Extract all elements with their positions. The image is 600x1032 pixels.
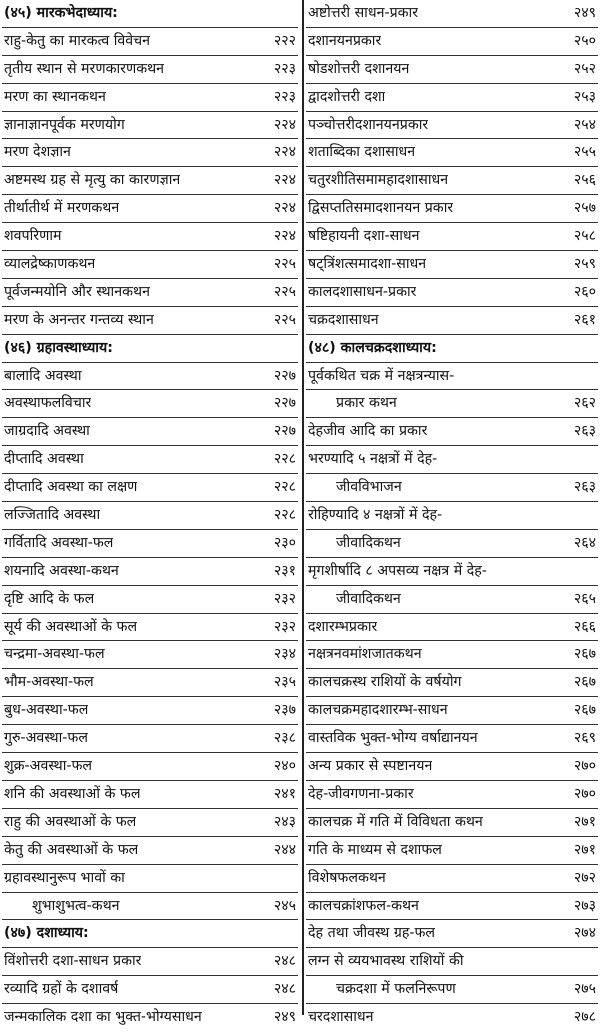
toc-entry: [2, 865, 298, 893]
column-divider: [302, 0, 304, 1015]
page-number: २७८: [573, 1009, 596, 1026]
page-number: २७५: [573, 981, 596, 998]
entry-title: जीवादिकथन: [336, 590, 401, 607]
toc-entry: [2, 558, 298, 586]
page-number: २४५: [273, 897, 296, 914]
entry-title: विशेषफलकथन: [308, 869, 386, 886]
entry-title: षट्त्रिंशत्समादशा-साधन: [308, 256, 427, 273]
entry-title: देह-जीवगणना-प्रकार: [308, 785, 414, 802]
chapter-heading: [2, 0, 298, 28]
page-number: २७०: [573, 785, 596, 802]
toc-entry: [306, 725, 598, 753]
toc-entry: [2, 279, 298, 307]
toc-entry: [2, 474, 298, 502]
toc-entry: [306, 390, 598, 418]
entry-title: कालचक्र में गति में विविधता कथन: [308, 813, 483, 830]
toc-entry: [306, 279, 598, 307]
entry-title: शवपरिणाम: [4, 228, 62, 245]
toc-entry: [306, 669, 598, 697]
toc-entry: [306, 139, 598, 167]
entry-title: ग्रहावस्थानुरूप भावों का: [4, 869, 125, 886]
toc-entry: [2, 84, 298, 112]
page-number: २२५: [273, 311, 296, 328]
toc-entry: [306, 586, 598, 614]
entry-title: तृतीय स्थान से मरणकारणकथन: [4, 60, 165, 77]
page-number: २३५: [273, 674, 296, 691]
entry-title: राहु-केतु का मारकत्व विवेचन: [4, 32, 151, 49]
entry-title: कालदशासाधन-प्रकार: [308, 283, 417, 300]
page-number: २६०: [573, 283, 596, 300]
toc-entry: [306, 112, 598, 140]
toc-entry: [306, 167, 598, 195]
page-number: २६१: [573, 311, 596, 328]
toc-entry: [2, 948, 298, 976]
page-number: २६७: [573, 646, 596, 663]
toc-entry: [306, 976, 598, 1004]
toc-entry: [306, 56, 598, 84]
entry-title: अन्य प्रकार से स्पष्टानयन: [308, 758, 433, 775]
page-number: २२३: [273, 88, 296, 105]
entry-title: शयनादि अवस्था-कथन: [4, 562, 119, 579]
toc-entry: [2, 446, 298, 474]
toc-entry: [2, 837, 298, 865]
page-number: २७०: [573, 758, 596, 775]
entry-title: दीप्तादि अवस्था: [4, 451, 84, 468]
page-number: २३२: [273, 618, 296, 635]
toc-entry: [306, 837, 598, 865]
toc-entry: [306, 558, 598, 586]
toc-entry: [2, 669, 298, 697]
entry-title: द्विसप्ततिसमादशानयन प्रकार: [308, 200, 454, 217]
entry-title: नक्षत्रनवमांशजातकथन: [308, 646, 422, 663]
chapter-heading: [306, 335, 598, 363]
entry-title: दशारम्भप्रकार: [308, 618, 378, 635]
page-number: २३२: [273, 590, 296, 607]
page-number: २७१: [573, 841, 596, 858]
page-number: २५५: [573, 144, 596, 161]
page-number: २४८: [273, 981, 296, 998]
page-number: २४०: [273, 758, 296, 775]
entry-title: लग्न से व्ययभावस्थ राशियों की: [308, 953, 464, 970]
page-number: २३८: [273, 730, 296, 747]
entry-title: अवस्थाफलविचार: [4, 395, 92, 412]
entry-title: चक्रदशासाधन: [308, 311, 379, 328]
entry-title: मरण का स्थानकथन: [4, 88, 106, 105]
toc-entry: [306, 28, 598, 56]
toc-entry: [2, 586, 298, 614]
toc-entry: [306, 1004, 598, 1032]
entry-title: वास्तविक भुक्त-भोग्य वर्षाद्यानयन: [308, 730, 478, 747]
entry-title: भरण्यादि ५ नक्षत्रों में देह-: [308, 451, 438, 468]
chapter-heading: [2, 335, 298, 363]
page-number: २६६: [573, 618, 596, 635]
page-number: २४८: [273, 953, 296, 970]
entry-title: शुभाशुभत्व-कथन: [32, 897, 120, 914]
toc-entry: [2, 363, 298, 391]
toc-entry: [2, 725, 298, 753]
toc-entry: [2, 56, 298, 84]
toc-entry: [306, 641, 598, 669]
entry-title: षष्टिहायनी दशा-साधन: [308, 228, 420, 245]
toc-entry: [2, 781, 298, 809]
toc-entry: [2, 418, 298, 446]
toc-entry: [2, 195, 298, 223]
page-number: २२७: [273, 395, 296, 412]
page-number: २२८: [273, 507, 296, 524]
toc-entry: [306, 195, 598, 223]
page-number: २२२: [273, 32, 296, 49]
toc-entry: [306, 502, 598, 530]
toc-right-column: [306, 0, 598, 1032]
toc-entry: [2, 1004, 298, 1032]
page-number: २३७: [273, 702, 296, 719]
entry-title: चरदशासाधन: [308, 1009, 374, 1026]
page-number: २५९: [573, 256, 596, 273]
entry-title: गर्वितादि अवस्था-फल: [4, 534, 114, 551]
page-number: २४३: [273, 813, 296, 830]
chapter-heading: [2, 920, 298, 948]
page-number: २२४: [273, 144, 296, 161]
entry-title: जाग्रदादि अवस्था: [4, 423, 90, 440]
page-number: २२८: [273, 479, 296, 496]
page-number: २५४: [573, 116, 596, 133]
toc-entry: [2, 307, 298, 335]
toc-entry: [306, 418, 598, 446]
entry-title: मरण के अनन्तर गन्तव्य स्थान: [4, 311, 154, 328]
entry-title: रव्यादि ग्रहों के दशावर्ष: [4, 981, 119, 998]
toc-entry: [306, 363, 598, 391]
entry-title: षोडशोत्तरी दशानयन: [308, 60, 410, 77]
toc-entry: [2, 167, 298, 195]
entry-title: कालचक्रमहादशारम्भ-साधन: [308, 702, 448, 719]
page-number: २३१: [273, 562, 296, 579]
entry-title: प्रकार कथन: [336, 395, 397, 412]
page-number: २६५: [573, 590, 596, 607]
entry-title: चन्द्रमा-अवस्था-फल: [4, 646, 105, 663]
page-number: २७४: [573, 925, 596, 942]
page-number: २५०: [573, 32, 596, 49]
toc-entry: [2, 809, 298, 837]
page-number: २५२: [573, 60, 596, 77]
toc-entry: [2, 139, 298, 167]
entry-title: शुक्र-अवस्था-फल: [4, 758, 93, 775]
entry-title: दृष्टि आदि के फल: [4, 590, 95, 607]
entry-title: मृगशीर्षादि ८ अपसव्य नक्षत्र में देह-: [308, 562, 487, 579]
toc-entry: [2, 251, 298, 279]
chapter-title: (४५) मारकभेदाध्याय:: [4, 5, 118, 21]
page-number: २७१: [573, 813, 596, 830]
entry-title: देह तथा जीवस्थ ग्रह-फल: [308, 925, 436, 942]
toc-entry: [306, 251, 598, 279]
page-number: २२४: [273, 228, 296, 245]
page-number: २२४: [273, 200, 296, 217]
page-number: २६४: [573, 534, 596, 551]
entry-title: गति के माध्यम से दशाफल: [308, 841, 442, 858]
page-number: २७३: [573, 897, 596, 914]
entry-title: ज्ञानाज्ञानपूर्वक मरणयोग: [4, 116, 125, 133]
page-number: २६९: [573, 730, 596, 747]
entry-title: जन्मकालिक दशा का भुक्त-भोग्यसाधन: [4, 1009, 202, 1026]
page-number: २६७: [573, 674, 596, 691]
toc-entry: [306, 697, 598, 725]
page-number: २६३: [573, 423, 596, 440]
entry-title: शनि की अवस्थाओं के फल: [4, 785, 141, 802]
page-number: २५७: [573, 200, 596, 217]
entry-title: देहजीव आदि का प्रकार: [308, 423, 428, 440]
toc-entry: [2, 112, 298, 140]
toc-left-column: [2, 0, 298, 1032]
toc-entry: [2, 697, 298, 725]
entry-title: केतु की अवस्थाओं के फल: [4, 841, 139, 858]
entry-title: अष्टोत्तरी साधन-प्रकार: [308, 5, 419, 21]
toc-entry: [2, 530, 298, 558]
page-number: २२३: [273, 60, 296, 77]
toc-entry: [306, 474, 598, 502]
page-number: २५६: [573, 172, 596, 189]
page-number: २२८: [273, 451, 296, 468]
entry-title: कालचक्रस्थ राशियों के वर्षयोग: [308, 674, 462, 691]
toc-entry: [306, 614, 598, 642]
entry-title: बुध-अवस्था-फल: [4, 702, 89, 719]
page-number: २५३: [573, 88, 596, 105]
entry-title: राहु की अवस्थाओं के फल: [4, 813, 137, 830]
entry-title: अष्टमस्थ ग्रह से मृत्यु का कारणज्ञान: [4, 172, 181, 189]
toc-entry: [2, 502, 298, 530]
toc-entry: [2, 893, 298, 921]
chapter-title: (४६) ग्रहावस्थाध्याय:: [4, 339, 113, 356]
toc-entry: [306, 753, 598, 781]
toc-entry: [306, 920, 598, 948]
toc-entry: [306, 781, 598, 809]
entry-title: दशानयनप्रकार: [308, 32, 382, 49]
entry-title: पूर्वकथित चक्र में नक्षत्रन्यास-: [308, 367, 455, 384]
toc-entry: [306, 0, 598, 28]
page-number: २६२: [573, 395, 596, 412]
toc-entry: [2, 641, 298, 669]
entry-title: कालचक्रांशफल-कथन: [308, 897, 419, 914]
page-number: २२५: [273, 256, 296, 273]
entry-title: विंशोत्तरी दशा-साधन प्रकार: [4, 953, 142, 970]
entry-title: सूर्य की अवस्थाओं के फल: [4, 618, 138, 635]
entry-title: शताब्दिका दशासाधन: [308, 144, 416, 161]
page-number: २४९: [273, 1009, 296, 1026]
page-number: २५८: [573, 228, 596, 245]
toc-entry: [306, 84, 598, 112]
entry-title: चक्रदशा में फलनिरूपण: [336, 981, 456, 998]
toc-entry: [306, 865, 598, 893]
toc-entry: [306, 307, 598, 335]
entry-title: दीप्तादि अवस्था का लक्षण: [4, 479, 138, 496]
chapter-title: (४७) दशाध्याय:: [4, 925, 89, 942]
page-number: २४१: [273, 785, 296, 802]
chapter-title: (४८) कालचक्रदशाध्याय:: [308, 339, 437, 356]
toc-entry: [306, 893, 598, 921]
toc-entry: [306, 446, 598, 474]
toc-entry: [306, 948, 598, 976]
page-number: २२५: [273, 283, 296, 300]
page-number: २३४: [273, 646, 296, 663]
page-number: २६३: [573, 479, 596, 496]
entry-title: रोहिण्यादि ४ नक्षत्रों में देह-: [308, 507, 443, 524]
entry-title: तीर्थातीर्थ में मरणकथन: [4, 200, 120, 217]
toc-entry: [2, 390, 298, 418]
entry-title: भौम-अवस्था-फल: [4, 674, 94, 691]
entry-title: पञ्चोत्तरीदशानयनप्रकार: [308, 116, 429, 133]
toc-entry: [2, 28, 298, 56]
entry-title: बालादि अवस्था: [4, 367, 82, 384]
toc-entry: [306, 809, 598, 837]
page-number: २४४: [273, 841, 296, 858]
page-number: २६७: [573, 702, 596, 719]
entry-title: द्वादशोत्तरी दशा: [308, 88, 386, 105]
page-number: २३०: [273, 534, 296, 551]
toc-entry: [306, 530, 598, 558]
toc-entry: [2, 223, 298, 251]
page-number: २७२: [573, 869, 596, 886]
toc-entry: [2, 976, 298, 1004]
page-number: २२४: [273, 172, 296, 189]
toc-entry: [2, 614, 298, 642]
toc-entry: [2, 753, 298, 781]
entry-title: चतुरशीतिसमामहादशासाधन: [308, 172, 449, 189]
page-number: २४९: [573, 5, 596, 21]
entry-title: मरण देशज्ञान: [4, 144, 71, 161]
page-number: २२७: [273, 423, 296, 440]
entry-title: जीवविभाजन: [336, 479, 402, 496]
entry-title: पूर्वजन्मयोनि और स्थानकथन: [4, 283, 150, 300]
entry-title: गुरु-अवस्था-फल: [4, 730, 88, 747]
toc-entry: [306, 223, 598, 251]
entry-title: व्यालद्रेष्काणकथन: [4, 256, 96, 273]
page-number: २२७: [273, 367, 296, 384]
entry-title: लज्जितादि अवस्था: [4, 507, 101, 524]
entry-title: जीवादिकथन: [336, 534, 401, 551]
page-number: २२४: [273, 116, 296, 133]
